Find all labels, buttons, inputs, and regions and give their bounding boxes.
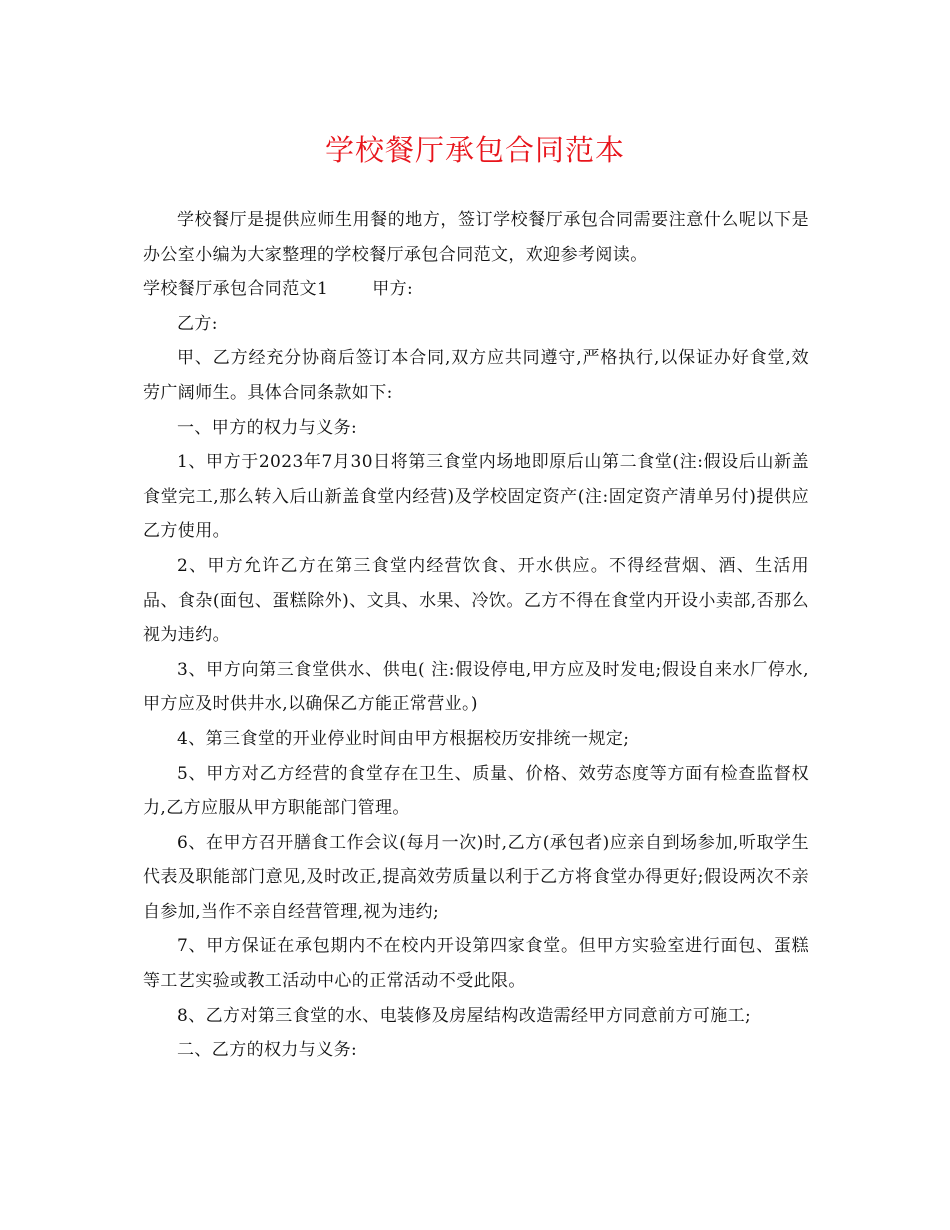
preamble-paragraph: 甲、乙方经充分协商后签订本合同,双方应共同遵守,严格执行,以保证办好食堂,效劳广阔师生。具体合同条款如下: <box>143 348 809 403</box>
intro-paragraph: 学校餐厅是提供应师生用餐的地方，签订学校餐厅承包合同需要注意什么呢以下是办公室小编为大家整理的学校餐厅承包合同范文，欢迎参考阅读。 <box>143 210 809 265</box>
clause-paragraph: 1、甲方于2023年7月30日将第三食堂内场地即原后山第二食堂(注:假设后山新盖食堂完工,那么转入后山新盖食堂内经营)及学校固定资产(注:固定资产清单另付)提供应乙方使用。 <box>143 452 809 542</box>
document-body <box>143 203 809 1068</box>
section-heading: 二、乙方的权力与义务: <box>177 1040 358 1061</box>
clause-paragraph: 7、甲方保证在承包期内不在校内开设第四家食堂。但甲方实验室进行面包、蛋糕等工艺实验或教工活动中心的正常活动不受此限。 <box>143 936 809 992</box>
clause-paragraph: 8、乙方对第三食堂的水、电装修及房屋结构改造需经甲方同意前方可施工; <box>177 1005 752 1026</box>
sample-heading-line <box>143 272 809 307</box>
document-title: 学校餐厅承包合同范本 <box>324 133 625 167</box>
clause-paragraph: 2、甲方允许乙方在第三食堂内经营饮食、开水供应。不得经营烟、酒、生活用品、食杂(面包、蛋糕除外)、文具、水果、冷饮。乙方不得在食堂内开设小卖部,否那么视为违约。 <box>143 555 809 646</box>
sample-heading: 学校餐厅承包合同范文1 <box>143 279 329 300</box>
section-heading: 一、甲方的权力与义务: <box>177 417 358 438</box>
clause-paragraph: 6、在甲方召开膳食工作会议(每月一次)时,乙方(承包者)应亲自到场参加,听取学生代表及职能部门意见,及时改正,提高效劳质量以利于乙方将食堂办得更好;假设两次不亲自参加,当作不亲自经营管理,视为违约; <box>143 832 809 922</box>
clause-paragraph: 3、甲方向第三食堂供水、供电( 注:假设停电,甲方应及时发电;假设自来水厂停水,甲方应及时供井水,以确保乙方能正常营业。) <box>143 659 809 715</box>
party-a-label: 甲方: <box>372 279 414 300</box>
party-b-label: 乙方: <box>177 313 218 334</box>
clause-paragraph: 5、甲方对乙方经营的食堂存在卫生、质量、价格、效劳态度等方面有检查监督权力,乙方应服从甲方职能部门管理。 <box>143 763 809 819</box>
clause-paragraph: 4、第三食堂的开业停业时间由甲方根据校历安排统一规定; <box>177 728 630 749</box>
